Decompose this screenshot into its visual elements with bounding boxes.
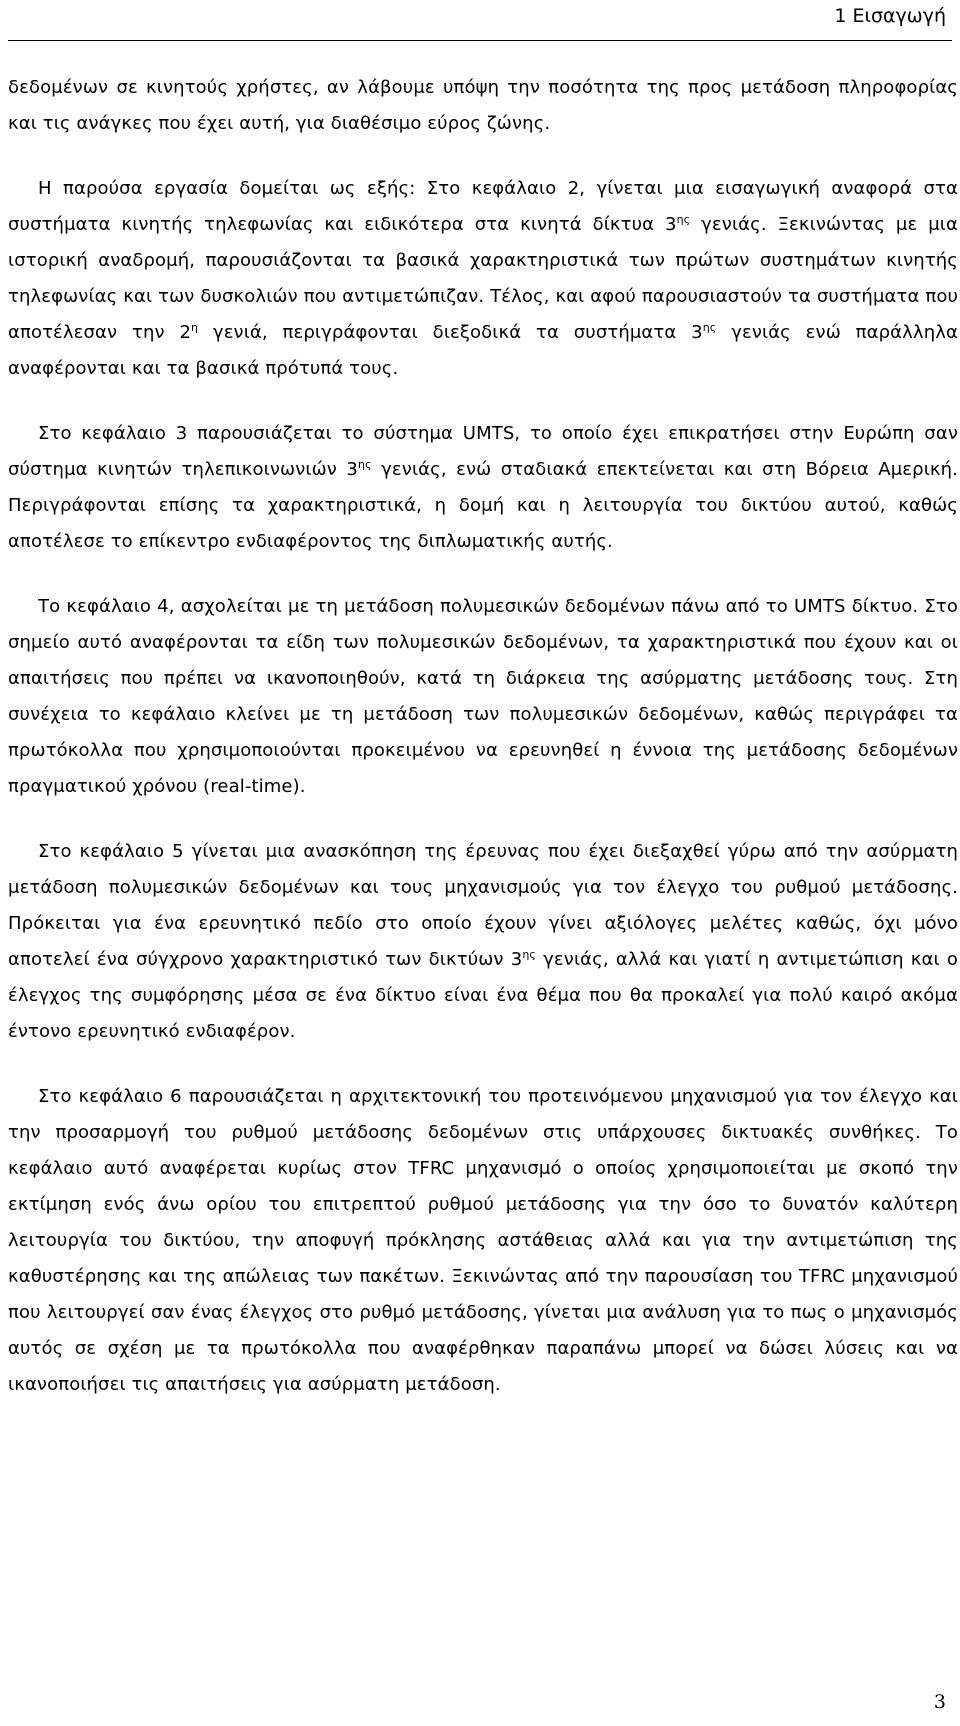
- paragraph-structure-overview: [8, 171, 958, 387]
- text-run: Το κεφάλαιο 4, ασχολείται με τη μετάδοση πολυμεσικών δεδομένων πάνω από το UMTS δίκτυο. Στο σημείο αυτό αναφέρονται τα είδη των πολυμεσικών δεδομένων, τα χαρακτηριστικά που έχουν και οι απαιτήσεις που πρέπει να ικανοποιηθούν, κατά τη διάρκεια της ασύρματης μετάδοσης τους. Στη συνέχεια το κεφάλαιο κλείνει με τη μετάδοση των πολυμεσικών δεδομένων, καθώς περιγράφει τα πρωτόκολλα που χρησιμοποιούνται προκειμένου να ερευνηθεί η έννοια της μετάδοσης δεδομένων πραγματικού χρόνου (real-time).: [8, 596, 958, 797]
- text-run: Στο κεφάλαιο 6 παρουσιάζεται η αρχιτεκτονική του προτεινόμενου μηχανισμού για τον έλεγχο και την προσαρμογή του ρυθμού μετάδοσης δεδομένων στις υπάρχουσες δικτυακές συνθήκες. Το κεφάλαιο αυτό αναφέρεται κυρίως στον TFRC μηχανισμό ο οποίος χρησιμοποιείται με σκοπό την εκτίμηση ενός άνω ορίου του επιτρεπτού ρυθμού μετάδοσης για την όσο το δυνατόν καλύτερη λειτουργία του δικτύου, την αποφυγή πρόκλησης αστάθειας αλλά και για την αντιμετώπιση της καθυστέρησης και της απώλειας των πακέτων. Ξεκινώντας από την παρουσίαση του TFRC μηχανισμού που λειτουργεί σαν ένας έλεγχος στο ρυθμό μετάδοσης, γίνεται μια ανάλυση για το πως ο μηχανισμός αυτός σε σχέση με τα πρωτόκολλα που αναφέρθηκαν παραπάνω μπορεί να δώσει λύσεις και να ικανοποιήσει τις απαιτήσεις για ασύρματη μετάδοση.: [8, 1086, 958, 1395]
- text-run: Η παρούσα εργασία δομείται ως εξής: Στο κεφάλαιο 2, γίνεται μια εισαγωγική αναφορά στα συστήματα κινητής τηλεφωνίας και ειδικότερα στα κινητά δίκτυα 3: [8, 178, 958, 235]
- paragraph-chapter-5: [8, 834, 958, 1050]
- text-run: Στο κεφάλαιο 5 γίνεται μια ανασκόπηση της έρευνας που έχει διεξαχθεί γύρω από την ασύρματη μετάδοση πολυμεσικών δεδομένων και τους μηχανισμούς για τον έλεγχο του ρυθμού μετάδοσης. Πρόκειται για ένα ερευνητικό πεδίο στο οποίο έχουν γίνει αξιόλογες μελέτες καθώς, όχι μόνο αποτελεί ένα σύγχρονο χαρακτηριστικό των δικτύων 3: [8, 841, 958, 970]
- ordinal-superscript: ης: [358, 458, 372, 471]
- paragraph-continuation: [8, 70, 958, 142]
- ordinal-superscript: ης: [702, 321, 717, 334]
- paragraph-chapter-4: [8, 589, 958, 805]
- body-text: [8, 70, 958, 1432]
- ordinal-superscript: ης: [522, 948, 537, 961]
- page-number: 3: [933, 1691, 946, 1713]
- header-rule: [8, 40, 952, 41]
- text-run: Στο κεφάλαιο 3 παρουσιάζεται το σύστημα UMTS, το οποίο έχει επικρατήσει στην Ευρώπη σαν σύστημα κινητών τηλεπικοινωνιών 3: [8, 423, 958, 480]
- paragraph-chapter-6: [8, 1079, 958, 1403]
- ordinal-superscript: ης: [676, 213, 691, 226]
- text-run: γενιά, περιγράφονται διεξοδικά τα συστήματα 3: [198, 322, 703, 343]
- text-run: γενιάς, αλλά και γιατί η αντιμετώπιση και ο έλεγχος της συμφόρησης μέσα σε ένα δίκτυο είναι ένα θέμα που θα προκαλεί για πολύ καιρό ακόμα έντονο ερευνητικό ενδιαφέρον.: [8, 949, 958, 1042]
- text-run: δεδομένων σε κινητούς χρήστες, αν λάβουμε υπόψη την ποσότητα της προς μετάδοση πληροφορίας και τις ανάγκες που έχει αυτή, για διαθέσιμο εύρος ζώνης.: [8, 77, 958, 134]
- chapter-header: 1 Εισαγωγή: [834, 5, 946, 27]
- ordinal-superscript: η: [191, 321, 199, 334]
- text-run: γενιάς, ενώ σταδιακά επεκτείνεται και στη Βόρεια Αμερική. Περιγράφονται επίσης τα χαρακτηριστικά, η δομή και η λειτουργία του δικτύου αυτού, καθώς αποτέλεσε το επίκεντρο ενδιαφέροντος της διπλωματικής αυτής.: [8, 459, 958, 552]
- text-run: γενιάς ενώ παράλληλα αναφέρονται και τα βασικά πρότυπά τους.: [8, 322, 958, 379]
- paragraph-chapter-3: [8, 416, 958, 560]
- text-run: γενιάς. Ξεκινώντας με μια ιστορική αναδρομή, παρουσιάζονται τα βασικά χαρακτηριστικά των πρώτων συστημάτων κινητής τηλεφωνίας και των δυσκολιών που αντιμετώπιζαν. Τέλος, και αφού παρουσιαστούν τα συστήματα που αποτέλεσαν την 2: [8, 214, 958, 343]
